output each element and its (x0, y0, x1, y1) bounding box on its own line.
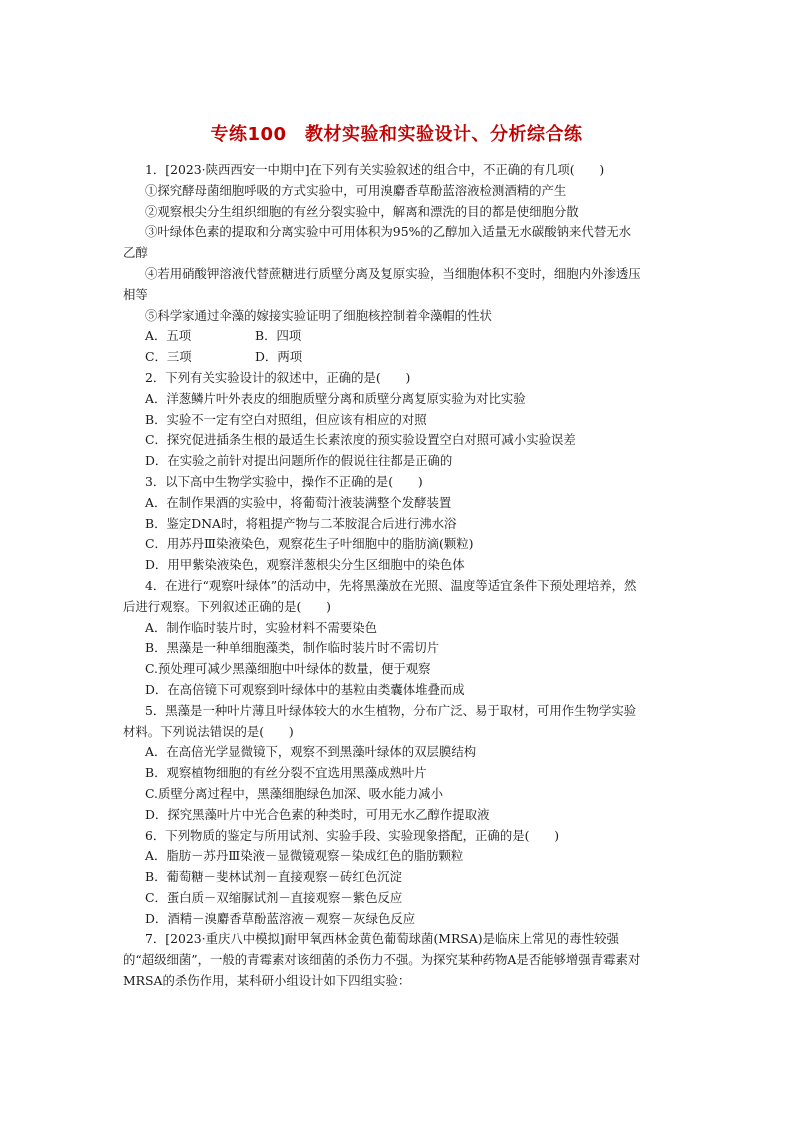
question-stem: 7．[2023·重庆八中模拟]耐甲氧西林金黄色葡萄球菌(MRSA)是临床上常见的毒性较强的“超级细菌”，一般的青霉素对该细菌的杀伤力不强。为探究某种药物A是否能够增强青霉素对MRSA的杀伤作用，某科研小组设计如下四组实验： (123, 931, 641, 989)
option-c: C.预处理可减少黑藻细胞中叶绿体的数量，便于观察 (145, 661, 431, 677)
option-b: B．实验不一定有空白对照组，但应该有相应的对照 (145, 411, 427, 427)
option-b: B．鉴定DNA时，将粗提产物与二苯胺混合后进行沸水浴 (145, 515, 457, 531)
option-row (123, 347, 643, 368)
option-b: B．四项 (255, 328, 302, 344)
option-a: A．五项 (145, 328, 192, 344)
option-a: A．在高倍光学显微镜下，观察不到黑藻叶绿体的双层膜结构 (145, 744, 477, 760)
statement-item: ④若用硝酸钾溶液代替蔗糖进行质壁分离及复原实验，当细胞体积不变时，细胞内外渗透压相等 (123, 265, 641, 302)
option-b: B．观察植物细胞的有丝分裂不宜选用黑藻成熟叶片 (145, 765, 427, 781)
option-row (123, 326, 643, 347)
option-a: A．洋葱鳞片叶外表皮的细胞质壁分离和质壁分离复原实验为对比实验 (145, 390, 526, 406)
statement-item: ⑤科学家通过伞藻的嫁接实验证明了细胞核控制着伞藻帽的性状 (145, 307, 492, 323)
question-2 (123, 368, 643, 472)
question-stem: 4．在进行“观察叶绿体”的活动中，先将黑藻放在光照、温度等适宜条件下预处理培养，然后进行观察。下列叙述正确的是( ) (123, 577, 637, 614)
option-d: D．在实验之前针对提出问题所作的假说往往都是正确的 (145, 453, 453, 469)
question-stem: 6．下列物质的鉴定与所用试剂、实验手段、实验现象搭配，正确的是( ) (145, 827, 560, 843)
question-4 (123, 576, 643, 701)
question-7 (123, 929, 643, 991)
question-6 (123, 826, 643, 930)
option-c: C．蛋白质－双缩脲试剂－直接观察－紫色反应 (145, 889, 403, 905)
statement-item: ②观察根尖分生组织细胞的有丝分裂实验中，解离和漂洗的目的都是使细胞分散 (145, 203, 579, 219)
question-stem: 2．下列有关实验设计的叙述中，正确的是( ) (145, 369, 411, 385)
option-a: A．制作临时装片时，实验材料不需要染色 (145, 619, 377, 635)
option-a: A．脂肪－苏丹Ⅲ染液－显微镜观察－染成红色的脂肪颗粒 (145, 848, 464, 864)
option-c: C．探究促进插条生根的最适生长素浓度的预实验设置空白对照可减小实验误差 (145, 432, 576, 448)
option-a: A．在制作果酒的实验中，将葡萄汁液装满整个发酵装置 (145, 494, 452, 510)
option-b: B．黑藻是一种单细胞藻类，制作临时装片时不需切片 (145, 640, 440, 656)
question-5 (123, 701, 643, 826)
question-3 (123, 472, 643, 576)
question-stem: 3．以下高中生物学实验中，操作不正确的是( ) (145, 473, 423, 489)
question-1 (123, 160, 643, 368)
statement-item: ③叶绿体色素的提取和分离实验中可用体积为95%的乙醇加入适量无水碳酸钠来代替无水乙醇 (123, 224, 631, 261)
option-c: C．用苏丹Ⅲ染液染色，观察花生子叶细胞中的脂肪滴(颗粒) (145, 536, 474, 552)
question-list (123, 160, 643, 992)
option-d: D．两项 (255, 349, 303, 365)
option-c: C.质壁分离过程中，黑藻细胞绿色加深、吸水能力减小 (145, 785, 443, 801)
option-d: D．酒精－溴麝香草酚蓝溶液－观察－灰绿色反应 (145, 910, 416, 926)
question-stem: 5．黑藻是一种叶片薄且叶绿体较大的水生植物，分布广泛、易于取材，可用作生物学实验材料。下列说法错误的是( ) (123, 702, 637, 739)
question-stem: 1．[2023·陕西西安一中期中]在下列有关实验叙述的组合中，不正确的有几项( ) (145, 162, 605, 177)
option-b: B．葡萄糖－斐林试剂－直接观察－砖红色沉淀 (145, 869, 402, 885)
option-c: C．三项 (145, 349, 192, 365)
option-d: D．用甲紫染液染色，观察洋葱根尖分生区细胞中的染色体 (145, 557, 465, 573)
option-d: D．探究黑藻叶片中光合色素的种类时，可用无水乙醇作提取液 (145, 806, 490, 822)
option-d: D．在高倍镜下可观察到叶绿体中的基粒由类囊体堆叠而成 (145, 681, 465, 697)
page-title: 专练100 教材实验和实验设计、分析综合练 (210, 124, 583, 145)
statement-item: ①探究酵母菌细胞呼吸的方式实验中，可用溴麝香草酚蓝溶液检测酒精的产生 (145, 182, 567, 198)
